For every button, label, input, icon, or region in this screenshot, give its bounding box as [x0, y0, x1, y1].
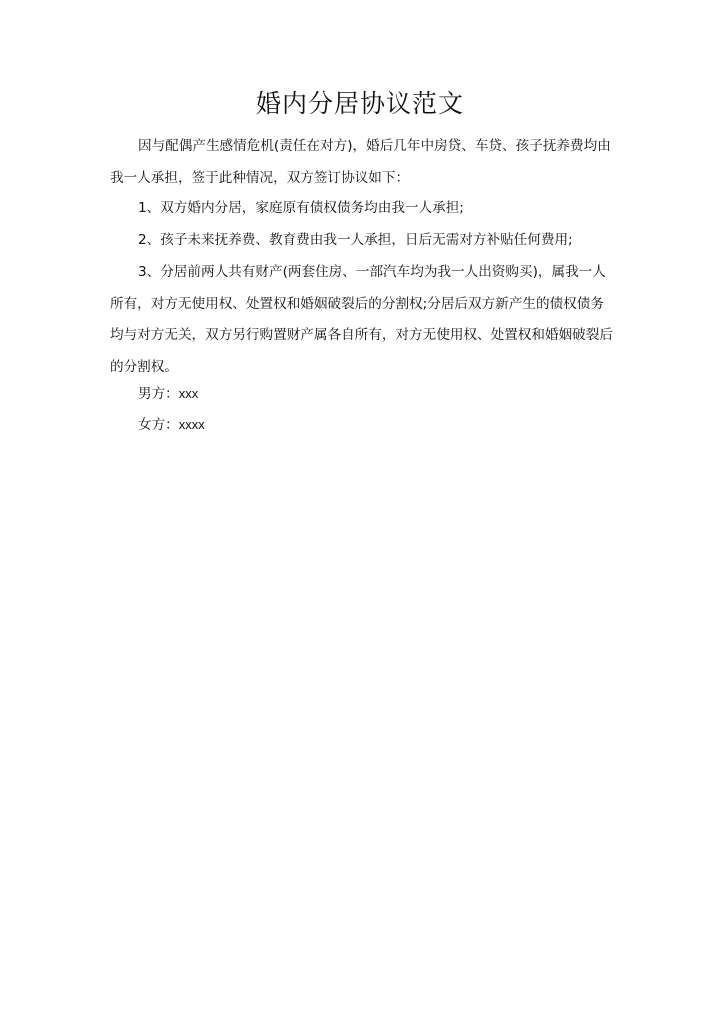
agreement-item-3: 3、分居前两人共有财产(两套住房、一部汽车均为我一人出资购买)，属我一人所有，对方无使用权、处置权和婚姻破裂后的分割权;分居后双方新产生的债权债务均与对方无关，双方另行购置财产属各自所有，对方无使用权、处置权和婚姻破裂后的分割权。	[110, 264, 613, 375]
female-signature-value: xxxx	[178, 417, 205, 432]
male-signature-value: xxx	[178, 386, 199, 401]
male-signature-line	[110, 378, 615, 411]
document-title: 婚内分居协议范文	[255, 89, 464, 118]
female-signature-line	[110, 409, 615, 442]
agreement-item-2: 2、孩子未来抚养费、教育费由我一人承担，日后无需对方补贴任何费用;	[138, 232, 573, 248]
intro-paragraph: 因与配偶产生感情危机(责任在对方)，婚后几年中房贷、车贷、孩子抚养费均由我一人承担，签于此种情况，双方签订协议如下：	[110, 138, 611, 186]
female-signature-label: 女方：	[138, 417, 179, 433]
agreement-item-1: 1、双方婚内分居，家庭原有债权债务均由我一人承担;	[138, 200, 464, 216]
male-signature-label: 男方：	[138, 386, 179, 402]
